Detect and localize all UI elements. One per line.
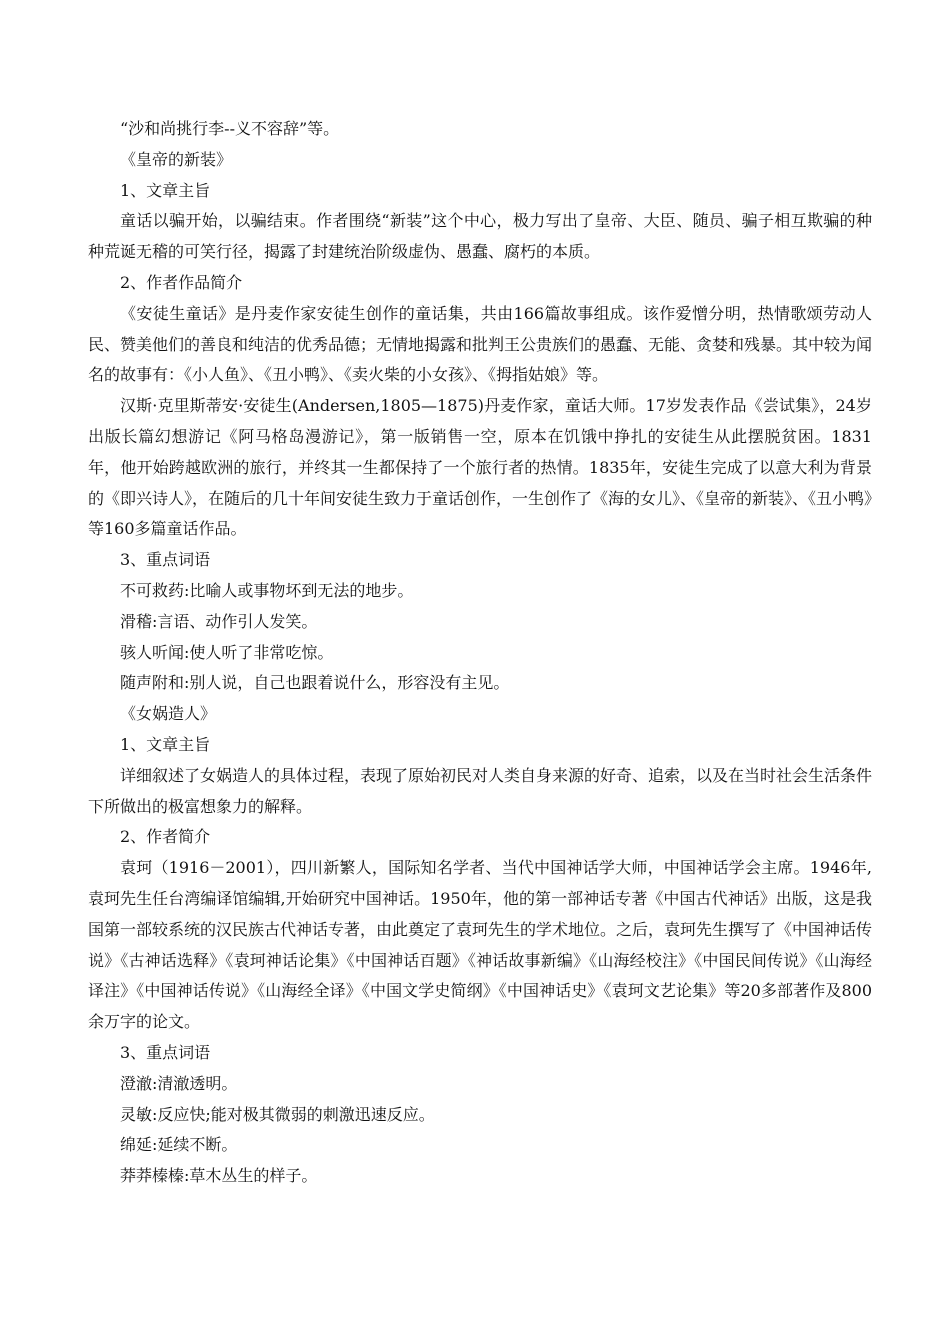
subheading-main-idea: 1、文章主旨 (120, 734, 211, 754)
subheading-author-works: 2、作者作品简介 (120, 272, 243, 292)
vocab-item: 澄澈:清澈透明。 (120, 1073, 238, 1093)
vocab-item: 骇人听闻:使人听了非常吃惊。 (120, 642, 334, 662)
vocab-item: 莽莽榛榛:草木丛生的样子。 (120, 1166, 318, 1186)
paragraph-nuwa-main-idea: 详细叙述了女娲造人的具体过程，表现了原始初民对人类自身来源的好奇、追索，以及在当时社会生活条件下所做出的极富想象力的解释。 (88, 765, 873, 816)
quote-line: “沙和尚挑行李--义不容辞”等。 (120, 119, 340, 138)
subheading-key-words: 3、重点词语 (120, 550, 211, 570)
document-body (88, 114, 872, 1192)
vocab-item: 绵延:延续不断。 (120, 1135, 238, 1155)
subheading-key-words: 3、重点词语 (120, 1042, 211, 1062)
paragraph-andersen-tales: 《安徒生童话》是丹麦作家安徒生创作的童话集，共由166篇故事组成。该作爱憎分明，热情歌颂劳动人民、赞美他们的善良和纯洁的优秀品德；无情地揭露和批判王公贵族们的愚蠢、无能、贪婪和残暴。其中较为闻名的故事有：《小人鱼》、《丑小鸭》、《卖火柴的小女孩》、《拇指姑娘》等。 (88, 303, 873, 385)
section-title-nuwa: 《女娲造人》 (120, 704, 217, 724)
paragraph-main-idea: 童话以骗开始，以骗结束。作者围绕“新装”这个中心，极力写出了皇帝、大臣、随员、骗子相互欺骗的种种荒诞无稽的可笑行径，揭露了封建统治阶级虚伪、愚蠢、腐朽的本质。 (88, 211, 872, 262)
vocab-item: 不可救药:比喻人或事物坏到无法的地步。 (120, 580, 414, 600)
vocab-item: 随声附和:别人说，自己也跟着说什么，形容没有主见。 (120, 673, 510, 693)
paragraph-yuan-ke-bio: 袁珂（1916－2001），四川新繁人，国际知名学者、当代中国神话学大师，中国神话学会主席。1946年,袁珂先生任台湾编译馆编辑,开始研究中国神话。1950年，他的第一部神话专著《中国古代神话》出版，这是我国第一部较系统的汉民族古代神话专著，由此奠定了袁珂先生的学术地位。之后，袁珂先生撰写了《中国神话传说》《古神话选释》《袁珂神话论集》《中国神话百题》《神话故事新编》《山海经校注》《中国民间传说》《山海经译注》《中国神话传说》《山海经全译》《中国文学史简纲》《中国神话史》《袁珂文艺论集》等20多部著作及800余万字的论文。 (88, 858, 873, 1032)
vocab-item: 灵敏:反应快;能对极其微弱的刺激迅速反应。 (120, 1104, 435, 1124)
paragraph-andersen-bio: 汉斯·克里斯蒂安·安徒生(Andersen,1805—1875)丹麦作家，童话大师。17岁发表作品《尝试集》，24岁出版长篇幻想游记《阿马格岛漫游记》，第一版销售一空，原本在饥饿中挣扎的安徒生从此摆脱贫困。1831年，他开始跨越欧洲的旅行，并终其一生都保持了一个旅行者的热情。1835年，安徒生完成了以意大利为背景的《即兴诗人》，在随后的几十年间安徒生致力于童话创作，一生创作了《海的女儿》、《皇帝的新装》、《丑小鸭》等160多篇童话作品。 (88, 396, 873, 539)
subheading-main-idea: 1、文章主旨 (120, 180, 211, 200)
subheading-author: 2、作者简介 (120, 827, 211, 847)
section-title-emperors-new-clothes: 《皇帝的新装》 (120, 149, 233, 169)
vocab-item: 滑稽:言语、动作引人发笑。 (120, 611, 318, 631)
